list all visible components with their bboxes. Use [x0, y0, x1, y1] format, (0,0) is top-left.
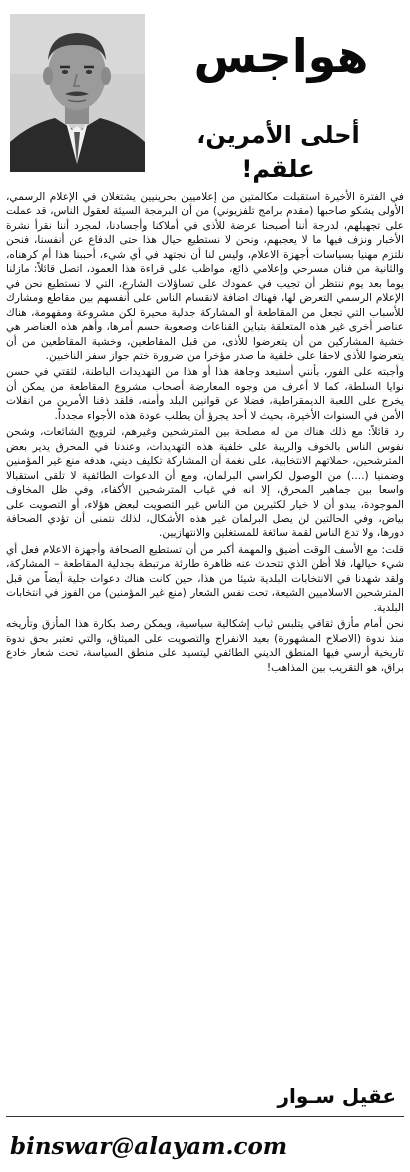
column-header: [0, 6, 410, 183]
column-name: هواجس: [193, 29, 369, 83]
article-body: [6, 190, 404, 677]
author-divider: [6, 1116, 404, 1117]
article-paragraph: قلت: مع الأسف الوقت أضيق والمهمة أكبر من أن تستطيع الصحافة وأجهزة الاعلام فعل أي شيء حيالها، فلا أظن الذي تتحدث عنه ظاهرة طارئة مرتبطة بجدلية المقاطعة – المشاركة، ولقد شهدنا في الانتخابات البلدية شيئا من هذا، حين كانت هناك دعوات جلية أيضاً من قبل المترشحين الاسلاميين الشيعة، تحت نفس الشعار (منع غير المؤمنين) من الفوز في انتخابات البلدية.: [6, 543, 404, 614]
article-paragraph: وأجبته على الفور، بأنني أستبعد وجاهة هذا أو هذا من التهديدات الباطنة، لثقتي في حسن نوايا السلطة، كما لا أعرف من وجوه المعارضة أصحاب مشروع المقاطعة من يمكن أن يخرج على اللعبة الديمقراطية، فضلا عن قوانين البلد وأمنه، فلقد ذقنا الأمرين من انفلات الأمن في السنوات الأخيرة، بحيث لا أحد يجرؤ أن يطلب عودة هذه الأجواء مجدداً.: [6, 366, 404, 422]
article-title: أحلى الأمرين، علقم!: [196, 121, 360, 183]
article-paragraph: رد قائلاً: مع ذلك هناك من له مصلحة بين المترشحين وغيرهم، لترويج الشائعات، وشحن نفوس الناس بالخوف والريبة على خلفية هذه التهديدات، وعندنا في المحرق يدير بعض المترشحين، حملاتهم الانتخابية، على نغمة أن المشاركة تكليف ديني، هدفه منع غير المؤمنين وضمنيا (....) من الوصول لكراسي البرلمان، ومع أن الدعوات الطائفية لا تلقى استقبالا واسعا بين جماهير المحرق، إلا انه في غياب المترشحين الأكفاء، وفي ظل المخاوف الموجودة، يبدو أن لا خيار لكثيرين من الناس غير التصويت لبعض هؤلاء، أو التصويت على بياض، وفي الحالتين لن يصل البرلمان غير هذه الأشكال، لذلك نتمنى أن تؤدي الصحافة دورها، ولا تدع الناس لقمة سائغة للمستغلين والانتهازيين.: [6, 426, 404, 540]
article-paragraph: في الفترة الأخيرة استقبلت مكالمتين من إعلاميين بحرينيين يشتغلان في الإعلام الرسمي، الأولى يشكو صاحبها (مقدم برامج تلفزيوني) من أن البرمجة السيئة لعقول الناس، قد عملت على تجهيلهم، لدرجة أننا أصبحنا عرضة للأذى في أملاكنا وأجسادنا، لمجرد أننا نقرأ نشرة الأخبار ونزف فيها ما لا يعجبهم، ونحن لا نستطيع حيال هذا حتى الدفاع عن أنفسنا، فنحن نلتزم مهنيا بسياسات أجهزة الاعلام، وليس لنا أن نجتهد في أي شيء، أحببنا هذا أم كرهناه، والثانية من فنان مسرحي وإعلامي ذائع، مواظب على قراءة هذا العمود، اتصل قائلاً: مازلنا يوما بعد يوم ننتظر أن تجيب في عمودك على تساؤلات الشارع، التي لا نستطيع نحن في الإعلام الرسمي التعرض لها، فهناك اضافة لانقسام الناس على أنفسهم بين مقاطع ومشارك للأسباب التي تجعل من المقاطعة أو المشاركة جدلية محيرة لكن مشروعة ومفهومة، هناك عناصر أخرى غير هذه المتعلقة بتباين القناعات وصعوبة حسم أمرها، وأهم هذه العناصر هي خشية المشاركين من أن يتعرضوا للأذى، من قبل المقاطعين، وخشية المقاطعين من أن يتعرضوا للأذى لاحقا على خلفية ما صدر مؤخرا من ضرورة ختم جواز سفر الناخبين.: [6, 191, 404, 362]
author-email: binswar@alayam.com: [10, 1133, 288, 1160]
author-photo: [10, 14, 145, 172]
author-portrait-icon: [10, 14, 145, 172]
article-paragraph: نحن أمام مأزق ثقافي يتلبس ثياب إشكالية سياسية، ويمكن رصد بكارة هذا المأزق وتأريخه منذ ندوة (الاصلاح المشهورة) بعيد الانفراج والتصويت على الميثاق، والتي تعتبر بحق ندوة تاريخية أرسي فيها المنطق الديني الطائفي ليتسيد على منطق السياسة، تحت شعار خادع براق، هو التقريب بين المذاهب!: [6, 618, 404, 674]
author-name: عقيل سـوار: [277, 1084, 396, 1108]
